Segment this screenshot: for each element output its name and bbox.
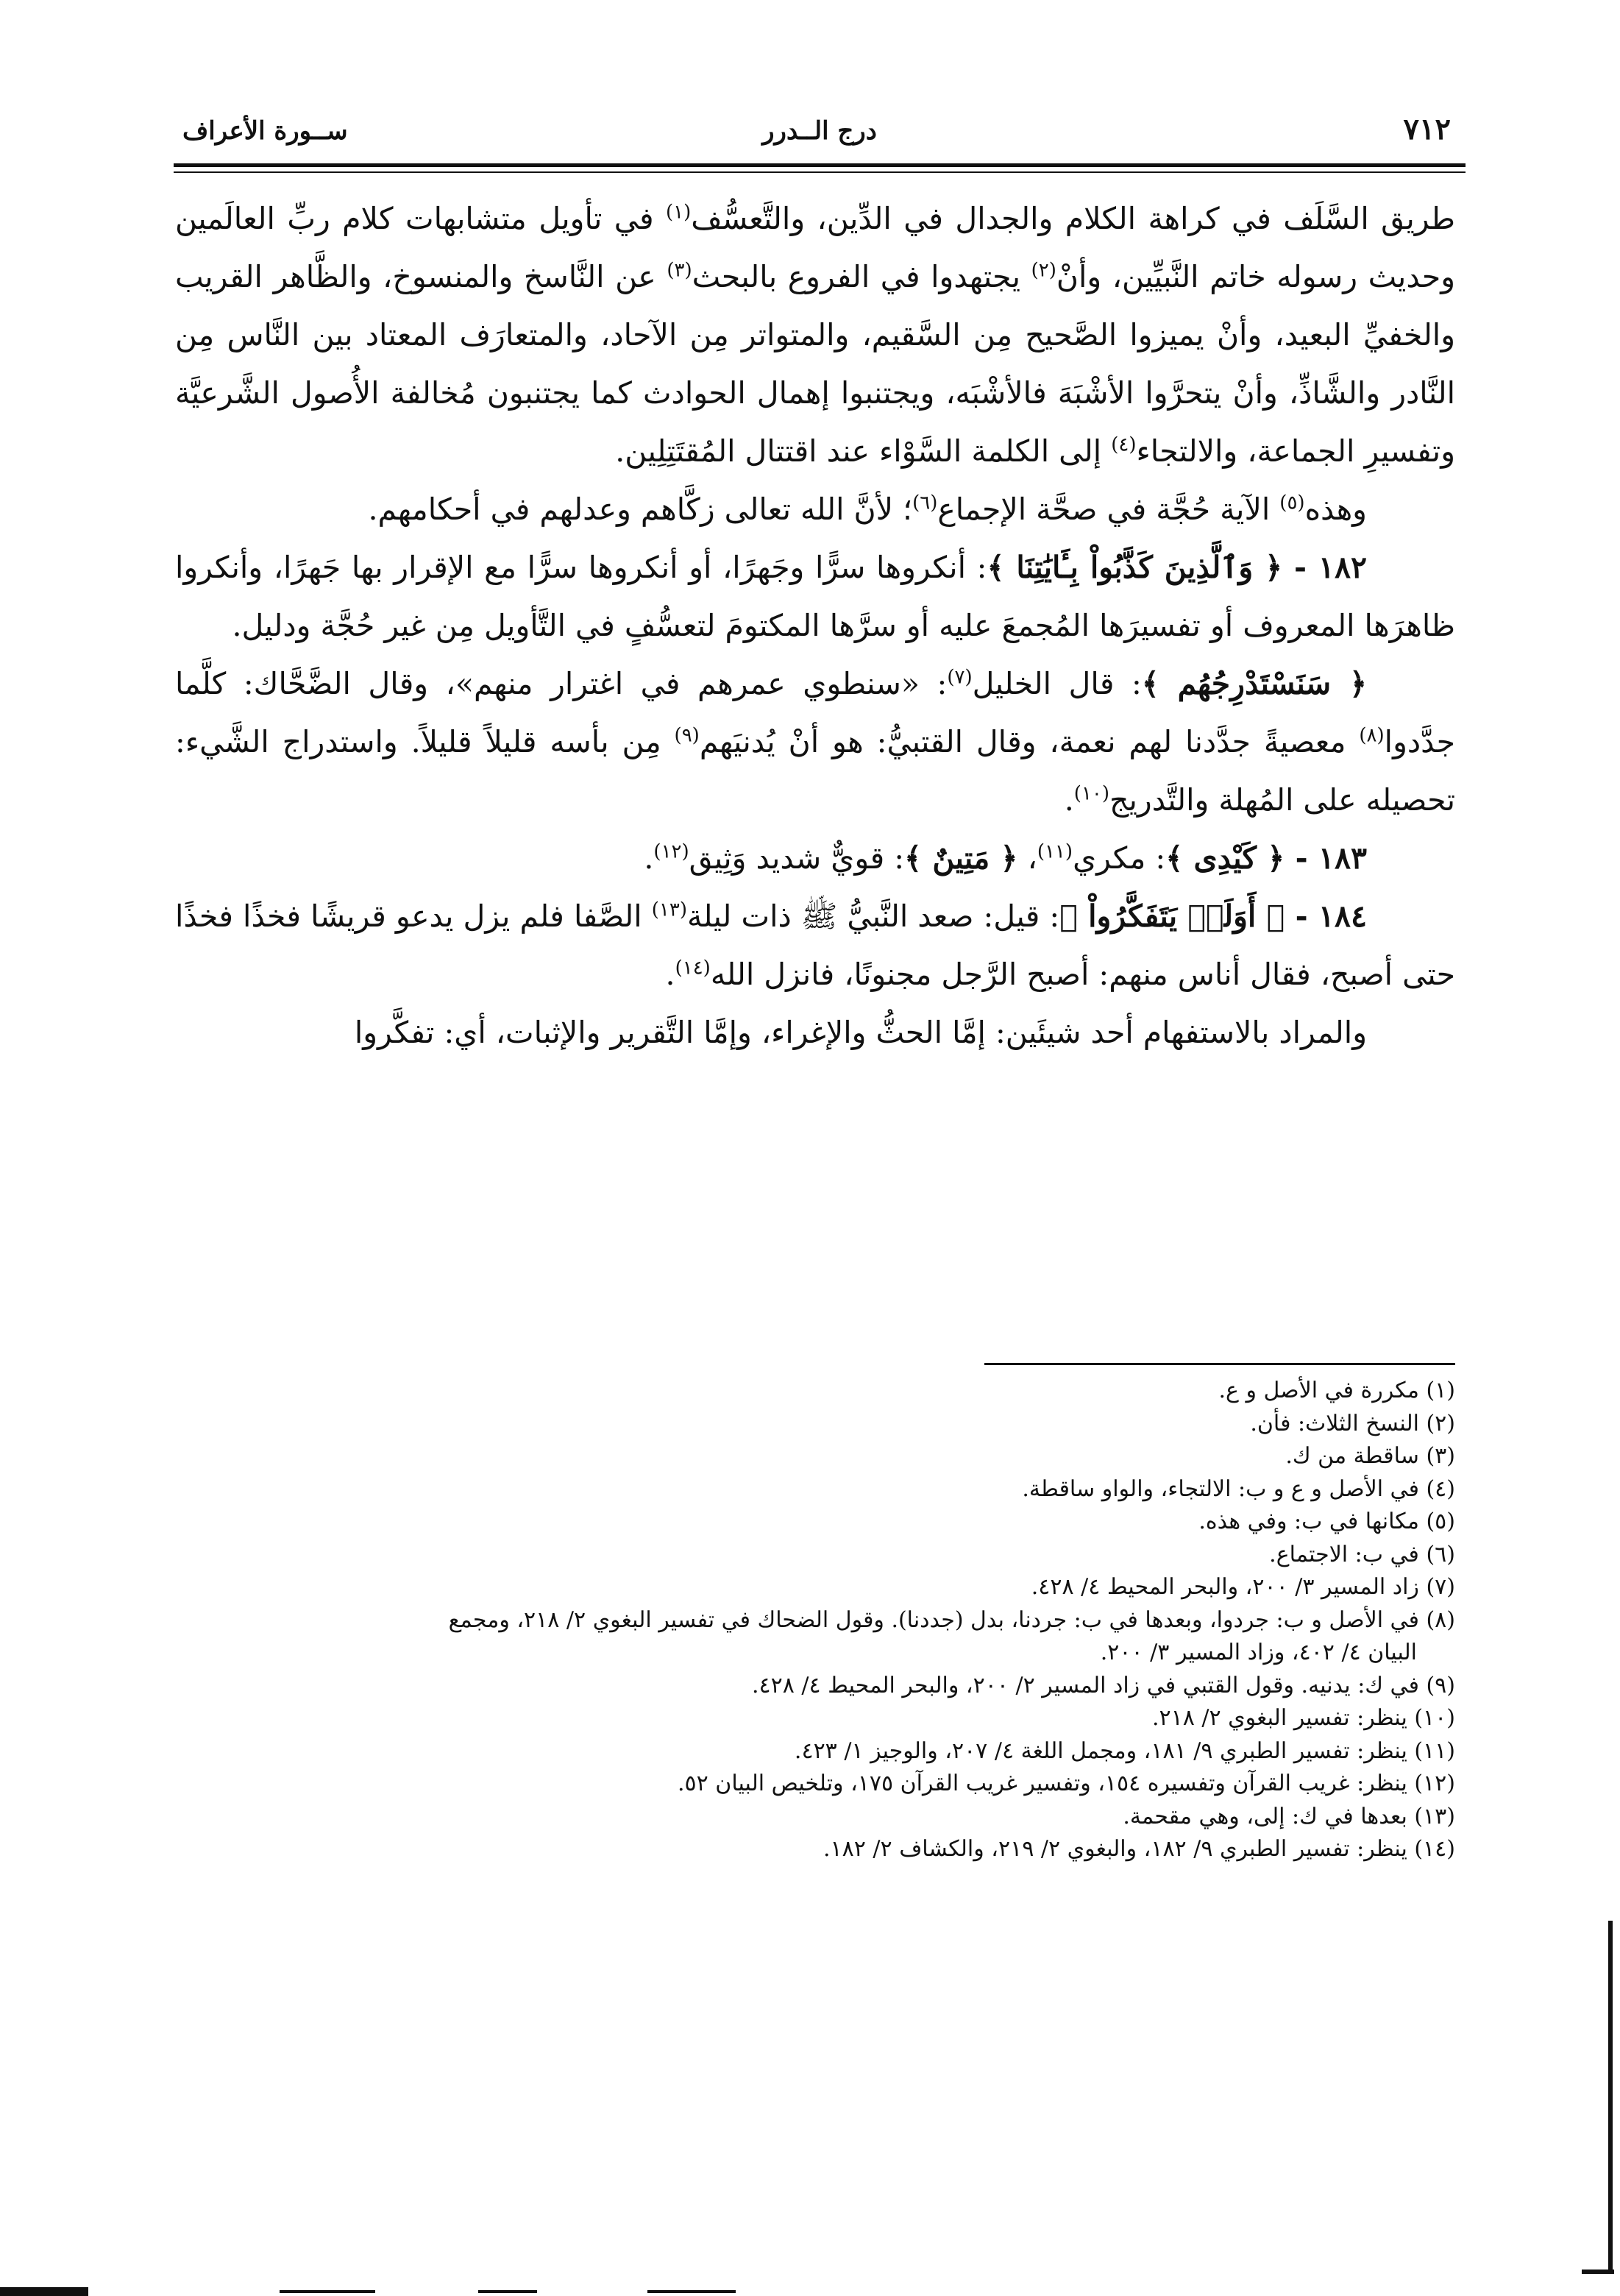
footnotes	[175, 1375, 1455, 1866]
verse-paragraph: ١٨٣ - ﴿ كَيْدِى ﴾: مكري$^{(١١)}$، ﴿ مَتِينٌ ﴾: قويٌّ شديد وَثِيق$^{(١٢)}$.	[644, 840, 1367, 876]
main-text	[175, 190, 1455, 1062]
footnote-ref[interactable]: (٥)	[1279, 492, 1305, 514]
header-rule-thick	[174, 163, 1466, 167]
footnote: (١) مكررة في الأصل و ع.	[1218, 1378, 1455, 1403]
scan-edge-mark	[280, 2290, 375, 2293]
verse-number: ١٨٣ -	[1285, 840, 1367, 876]
footnote: (٨) في الأصل و ب: جردوا، وبعدها في ب: جردنا، بدل (جددنا). وقول الضحاك في تفسير البغوي ٢/ ٢١٨، ومجمع	[448, 1606, 1455, 1633]
footnote: (١١) ينظر: تفسير الطبري ٩/ ١٨١، ومجمل اللغة ٤/ ٢٠٧، والوجيز ١/ ٤٢٣.	[794, 1737, 1455, 1764]
scan-edge-mark	[647, 2290, 736, 2293]
footnote: (١٤) ينظر: تفسير الطبري ٩/ ١٨٢، والبغوي ٢/ ٢١٩، والكشاف ٢/ ١٨٢.	[823, 1836, 1455, 1862]
paragraph: والمراد بالاستفهام أحد شيئَين: إمَّا الحثُّ والإغراء، وإمَّا التَّقرير والإثبات، أي: تفكَّروا	[354, 1015, 1367, 1050]
paragraph: ﴿ سَنَسْتَدْرِجُهُم ﴾: قال الخليل$^{(٧)}$: «سنطوي عمرهم في اغترار منهم»، وقال الضَّحَّاك: كلَّما جدَّدوا$^{(٨)}$ معصيةً جدَّدنا لهم نعمة، وقال القتبيُّ: هو أنْ يُدنيَهم$^{(٩)}$ مِن بأسه قليلاً قليلاً. واستدراج الشَّيء: تحصيله على المُهلة والتَّدريج$^{(١٠)}$.	[175, 666, 1455, 818]
scan-edge-mark	[478, 2290, 537, 2293]
paragraph: وهذه$^{(٥)}$ الآية حُجَّة في صحَّة الإجماع$^{(٦)}$؛ لأنَّ الله تعالى زكَّاهم وعدلهم في أحكامهم.	[368, 492, 1367, 527]
footnote-ref[interactable]: (١)	[665, 201, 692, 224]
footnote-ref[interactable]: (١٢)	[653, 840, 689, 863]
quran-verse: ﴿ كَيْدِى ﴾	[1165, 840, 1285, 876]
footnote-ref[interactable]: (٧)	[947, 666, 973, 689]
footnote: (١٣) بعدها في ك: إلى، وهي مقحمة.	[1123, 1803, 1455, 1829]
footnote-ref[interactable]: (٣)	[667, 259, 692, 282]
verse-paragraph: ١٨٢ - ﴿ وَٱلَّذِينَ كَذَّبُواْ بِـَٔايَٰتِنَا ﴾: أنكروها سرًّا وجَهرًا، أو أنكروها سرًّا مع الإقرار بها جَهرًا، وأنكروا ظاهرَها المعروف أو تفسيرَها المُجمعَ عليه أو سرَّها المكتومَ لتعسُّفٍ في التَّأويل مِن غير حُجَّة ودليل.	[175, 550, 1455, 643]
footnote: (١٢) ينظر: غريب القرآن وتفسيره ١٥٤، وتفسير غريب القرآن ١٧٥، وتلخيص البيان ٥٢.	[677, 1771, 1455, 1796]
footnote-ref[interactable]: (٤)	[1111, 433, 1137, 456]
footnote-ref[interactable]: (١٣)	[651, 899, 687, 921]
footnote-continuation: البيان ٤/ ٤٠٢، وزاد المسير ٣/ ٢٠٠.	[1100, 1640, 1417, 1665]
footnote: (٧) زاد المسير ٣/ ٢٠٠، والبحر المحيط ٤/ ٤٢٨.	[1031, 1574, 1455, 1600]
scan-edge-mark	[0, 2287, 88, 2296]
paragraph: طريق السَّلَف في كراهة الكلام والجدال في الدِّين، والتَّعسُّف$^{(١)}$ في تأويل متشابهات كلام ربِّ العالَمين وحديث رسوله خاتم النَّبيِّين، وأنْ$^{(٢)}$ يجتهدوا في الفروع بالبحث$^{(٣)}$ عن النَّاسخ والمنسوخ، والظَّاهر القريب والخفيِّ البعيد، وأنْ يميزوا الصَّحيح مِن السَّقيم، والمتواتر مِن الآحاد، والمتعارَف المعتاد بين النَّاس مِن النَّادر والشَّاذِّ، وأنْ يتحرَّوا الأشْبَهَ فالأشْبَه، ويجتنبوا إهمال الحوادث كما يجتنبون مُخالفة الأُصول الشَّرعيَّة وتفسيرِ الجماعة، والالتجاء$^{(٤)}$ إلى الكلمة السَّوْاء عند اقتتال المُقتَتِلِين.	[175, 201, 1455, 469]
footnote: (٤) في الأصل و ع و ب: الالتجاء، والواو ساقطة.	[1022, 1475, 1455, 1502]
footnote-ref[interactable]: (٩)	[674, 724, 700, 747]
footnote: (٣) ساقطة من ك.	[1285, 1443, 1455, 1469]
footnote-ref[interactable]: (١١)	[1037, 840, 1073, 863]
footnote-ref[interactable]: (١٠)	[1073, 782, 1110, 805]
quran-verse: ﴿ مَتِينٌ ﴾	[904, 840, 1018, 876]
footnote-ref[interactable]: (٦)	[912, 492, 938, 514]
footnote: (٥) مكانها في ب: وفي هذه.	[1198, 1509, 1455, 1534]
footnote-separator	[984, 1363, 1455, 1365]
footnote: (٦) في ب: الاجتماع.	[1269, 1541, 1455, 1567]
page-number: ٧١٢	[1403, 112, 1451, 146]
quran-verse: ﴿ أَوَلَمۡ يَتَفَكَّرُواْ ﴾	[1059, 899, 1285, 934]
book-title: درج الــدرر	[762, 116, 877, 146]
verse-number: ١٨٤ -	[1285, 899, 1367, 934]
surah-title: ســورة الأعراف	[182, 116, 348, 146]
footnote: (٩) في ك: يدنيه. وقول القتبي في زاد المسير ٢/ ٢٠٠، والبحر المحيط ٤/ ٤٢٨.	[751, 1672, 1455, 1698]
footnote-ref[interactable]: (١٤)	[675, 957, 711, 979]
header-rule-thin	[174, 171, 1466, 173]
footnote-ref[interactable]: (٢)	[1031, 259, 1056, 282]
quran-verse: ﴿ سَنَسْتَدْرِجُهُم ﴾	[1141, 666, 1367, 701]
footnote: (١٠) ينظر: تفسير البغوي ٢/ ٢١٨.	[1151, 1705, 1455, 1731]
footnote: (٢) النسخ الثلاث: فأن.	[1250, 1410, 1455, 1436]
scan-edge-mark	[1608, 1921, 1613, 2274]
verse-number: ١٨٢ -	[1282, 550, 1367, 585]
page-header	[174, 110, 1466, 162]
scan-edge-mark	[1582, 2270, 1614, 2274]
verse-paragraph: ١٨٤ - ﴿ أَوَلَمۡ يَتَفَكَّرُواْ ﴾: قيل: صعد النَّبيُّ ﷺ ذات ليلة$^{(١٣)}$ الصَّفا فلم يزل يدعو قريشًا فخذًا فخذًا حتى أصبح، فقال أناس منهم: أصبح الرَّجل مجنونًا، فانزل الله$^{(١٤)}$.	[175, 899, 1455, 992]
footnote-ref[interactable]: (٨)	[1359, 724, 1385, 747]
quran-verse: ﴿ وَٱلَّذِينَ كَذَّبُواْ بِـَٔايَٰتِنَا ﴾	[987, 550, 1283, 585]
